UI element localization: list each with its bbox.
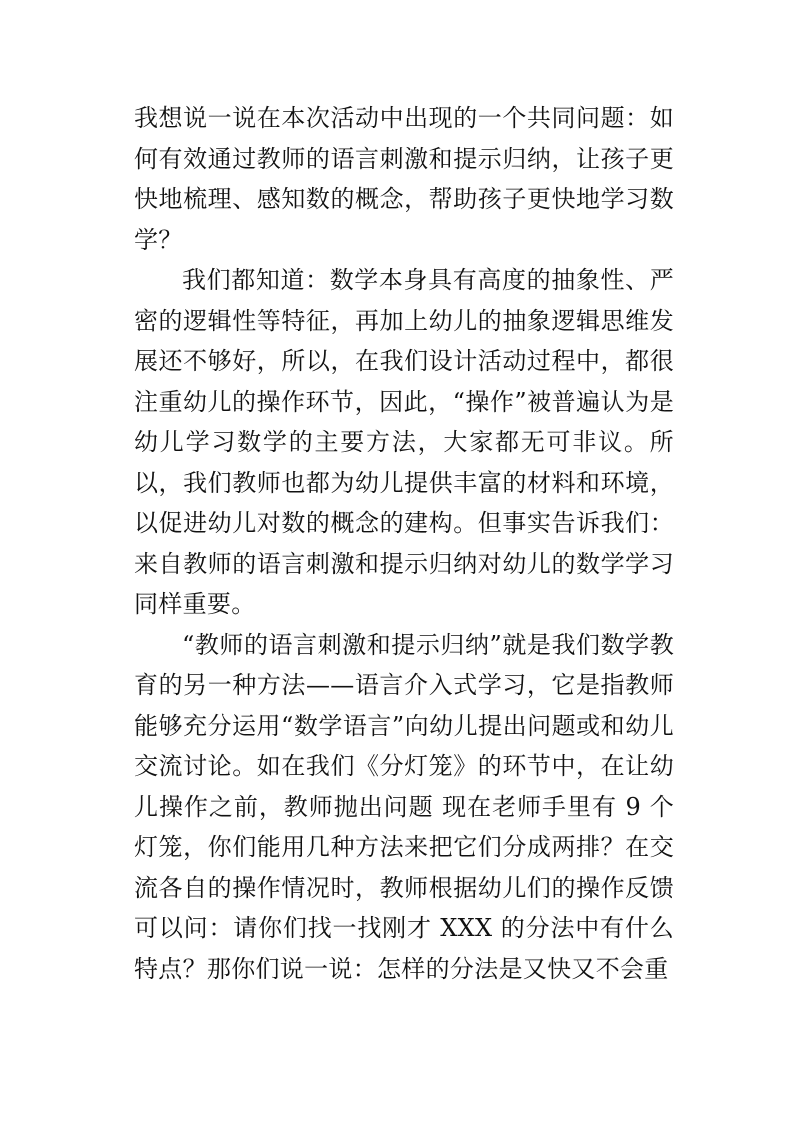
paragraph-language-intervention: “教师的语言刺激和提示归纳”就是我们数学教育的另一种方法——语言介入式学习，它是指教师能够充分运用“数学语言”向幼儿提出问题或和幼儿交流讨论。如在我们《分灯笼》的环节中，在让幼儿操作之前，教师抛出问题 现在老师手里有 9 个灯笼，你们能用几种方法来把它们分成两排？在交流各自的操作情况时，教师根据幼儿们的操作反馈可以问：请你们找一找刚才 XXX 的分法中有什么特点？那你们说一说：怎样的分法是又快又不会重 (134, 630, 674, 983)
paragraph-intro: 我想说一说在本次活动中出现的一个共同问题：如何有效通过教师的语言刺激和提示归纳，让孩子更快地梳理、感知数的概念，帮助孩子更快地学习数学？ (134, 104, 674, 254)
document-body (134, 98, 674, 989)
paragraph-math-abstraction: 我们都知道：数学本身具有高度的抽象性、严密的逻辑性等特征，再加上幼儿的抽象逻辑思维发展还不够好，所以，在我们设计活动过程中，都很注重幼儿的操作环节，因此，“操作”被普遍认为是幼儿学习数学的主要方法，大家都无可非议。所以，我们教师也都为幼儿提供丰富的材料和环境，以促进幼儿对数的概念的建构。但事实告诉我们：来自教师的语言刺激和提示归纳对幼儿的数学学习同样重要。 (134, 266, 674, 618)
